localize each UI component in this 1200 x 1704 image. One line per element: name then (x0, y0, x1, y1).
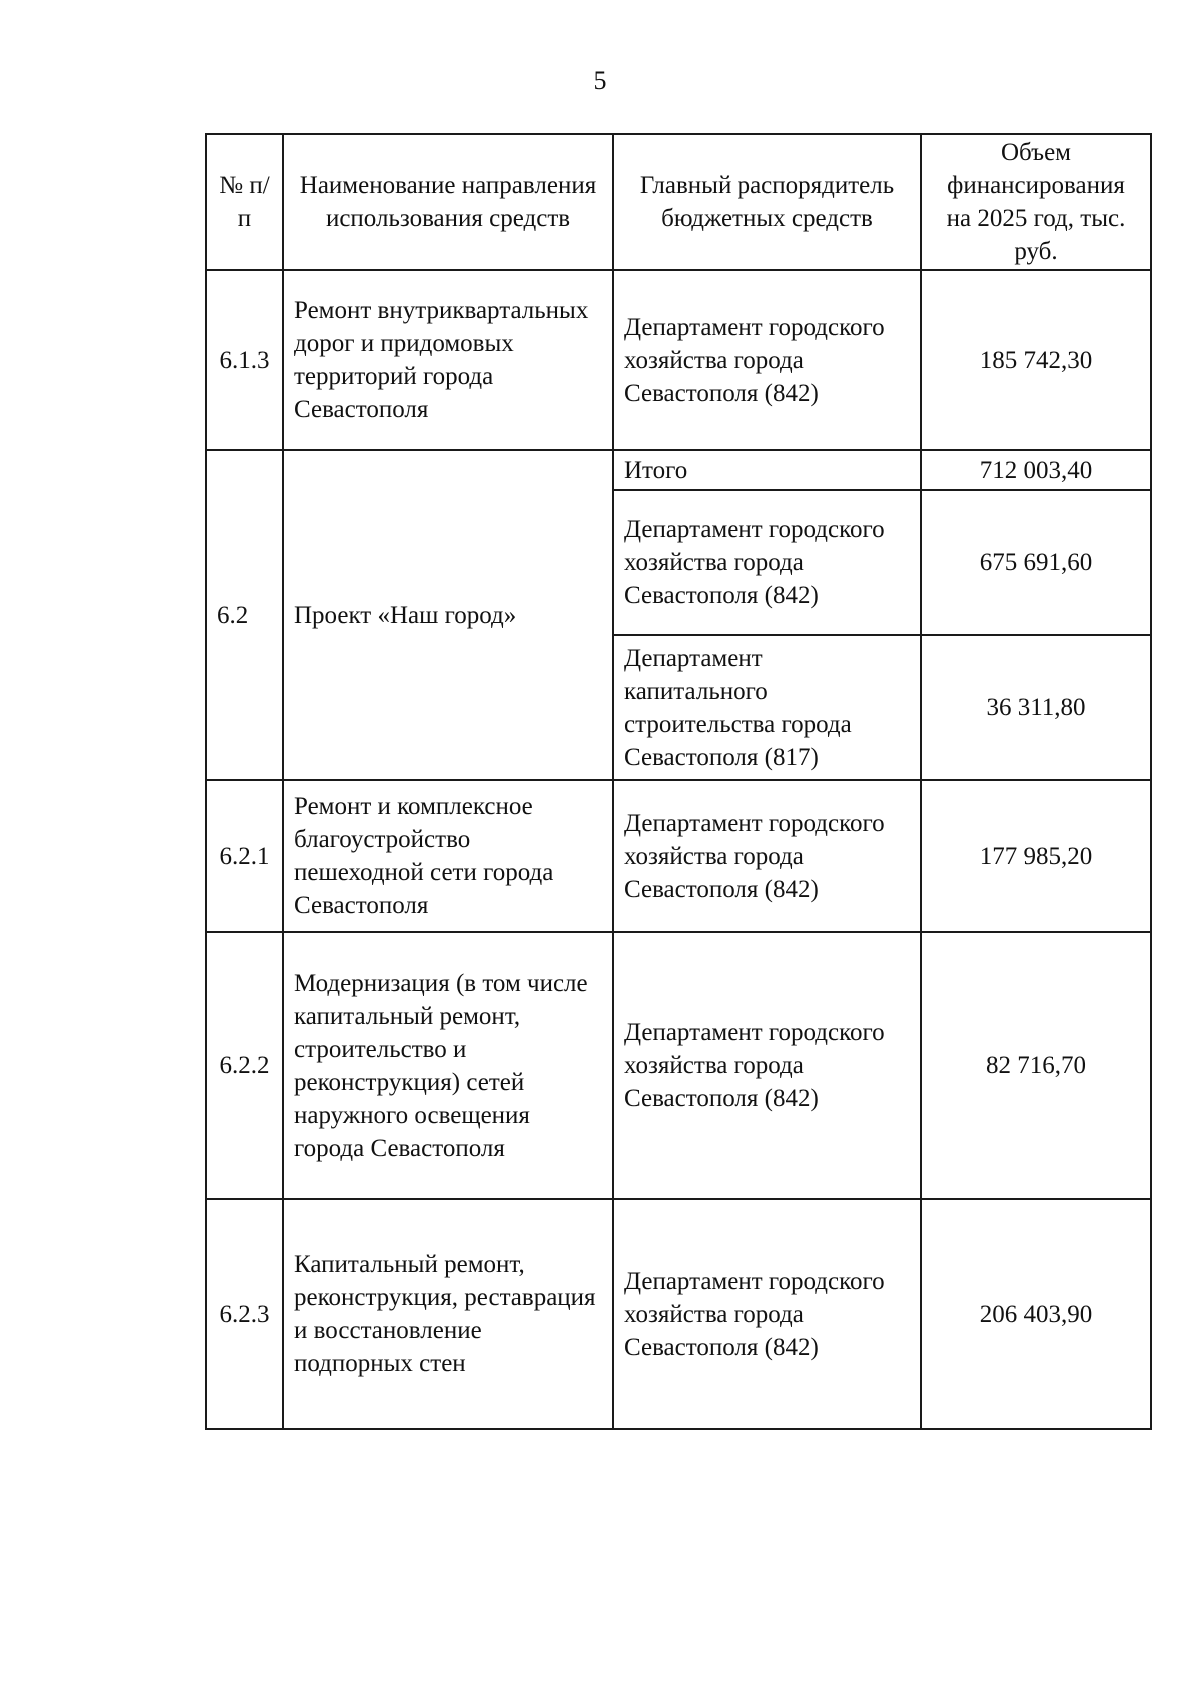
row-total-label: Итого (613, 450, 921, 490)
header-direction-name: Наименование направления использования средств (283, 134, 613, 270)
row-direction-name: Ремонт и комплексное благоустройство пешеходной сети города Севастополя (283, 780, 613, 932)
row-budget-manager: Департамент городского хозяйства города Севастополя (842) (613, 780, 921, 932)
row-amount: 82 716,70 (921, 932, 1151, 1199)
row-amount: 177 985,20 (921, 780, 1151, 932)
row-direction-name: Капитальный ремонт, реконструкция, реставрация и восстановление подпорных стен (283, 1199, 613, 1429)
row-budget-manager: Департамент городского хозяйства города Севастополя (842) (613, 270, 921, 450)
row-direction-name: Проект «Наш город» (283, 450, 613, 780)
row-budget-manager: Департамент городского хозяйства города Севастополя (842) (613, 1199, 921, 1429)
page-number: 5 (593, 66, 607, 95)
row-number: 6.2.1 (206, 780, 283, 932)
row-direction-name: Ремонт внутриквартальных дорог и придомовых территорий города Севастополя (283, 270, 613, 450)
table-row (206, 932, 1151, 1199)
table-row (206, 270, 1151, 450)
header-number: № п/п (206, 134, 283, 270)
header-budget-manager: Главный распорядитель бюджетных средств (613, 134, 921, 270)
row-direction-name: Модернизация (в том числе капитальный ремонт, строительство и реконструкция) сетей наружного освещения города Севастополя (283, 932, 613, 1199)
row-amount: 185 742,30 (921, 270, 1151, 450)
row-number: 6.2 (206, 450, 283, 780)
table-row (206, 780, 1151, 932)
row-amount: 675 691,60 (921, 490, 1151, 635)
row-total-amount: 712 003,40 (921, 450, 1151, 490)
table-row (206, 1199, 1151, 1429)
row-number: 6.1.3 (206, 270, 283, 450)
row-budget-manager: Департамент городского хозяйства города Севастополя (842) (613, 490, 921, 635)
header-financing-amount: Объем финансирования на 2025 год, тыс. руб. (921, 134, 1151, 270)
row-budget-manager: Департамент капитального строительства города Севастополя (817) (613, 635, 921, 780)
table-header-row (206, 134, 1151, 270)
row-amount: 36 311,80 (921, 635, 1151, 780)
row-amount: 206 403,90 (921, 1199, 1151, 1429)
row-number: 6.2.3 (206, 1199, 283, 1429)
row-number: 6.2.2 (206, 932, 283, 1199)
row-budget-manager: Департамент городского хозяйства города Севастополя (842) (613, 932, 921, 1199)
financing-table (205, 133, 1152, 1430)
table-row (206, 450, 1151, 490)
